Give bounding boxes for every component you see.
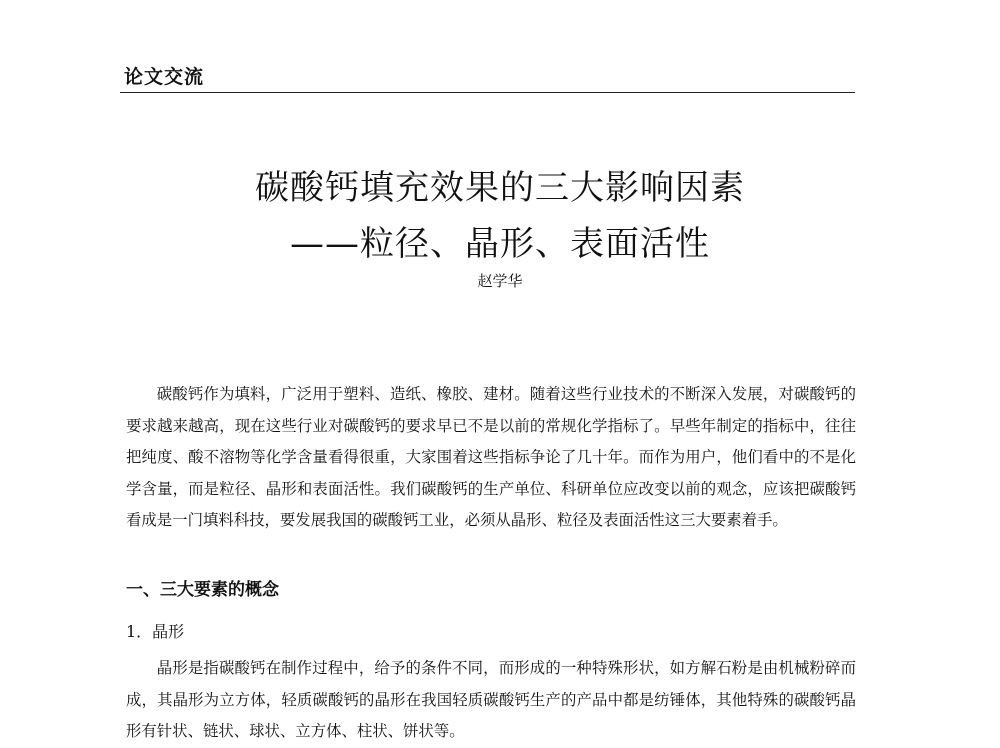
body-paragraph: 晶形是指碳酸钙在制作过程中，给予的条件不同，而形成的一种特殊形状，如方解石粉是由机械粉碎而成，其晶形为立方体，轻质碳酸钙的晶形在我国轻质碳酸钙生产的产品中都是纺锤体，其他特殊的碳酸钙晶形有针状、链状、球状、立方体、柱状、饼状等。 — [126, 659, 856, 740]
running-header: 论文交流 — [124, 66, 205, 88]
intro-paragraph: 碳酸钙作为填料，广泛用于塑料、造纸、橡胶、建材。随着这些行业技术的不断深入发展，对碳酸钙的要求越来越高，现在这些行业对碳酸钙的要求早已不是以前的常规化学指标了。早些年制定的指标中，往往把纯度、酸不溶物等化学含量看得很重，大家围着这些指标争论了几十年。而作为用户，他们看中的不是化学含量，而是粒径、晶形和表面活性。我们碳酸钙的生产单位、科研单位应改变以前的观念，应该把碳酸钙看成是一门填料科技，要发展我国的碳酸钙工业，必须从晶形、粒径及表面活性这三大要素着手。 — [126, 385, 856, 529]
author-name: 赵学华 — [477, 272, 523, 290]
article-title: 碳酸钙填充效果的三大影响因素 — [255, 168, 745, 208]
subsection-heading: 1．晶形 — [126, 622, 185, 641]
section-heading: 一、三大要素的概念 — [126, 580, 279, 600]
article-subtitle: ——粒径、晶形、表面活性 — [290, 224, 710, 264]
header-rule — [120, 92, 855, 93]
